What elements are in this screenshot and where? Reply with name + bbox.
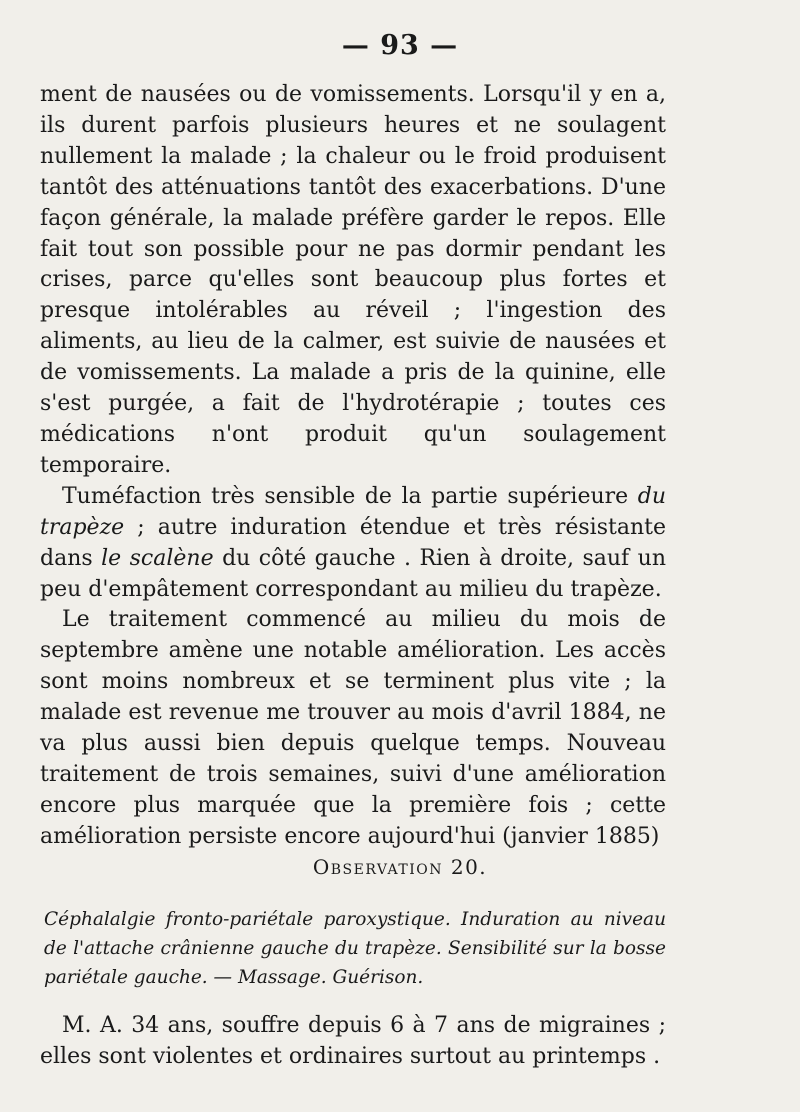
paragraph-1: ment de nausées ou de vomissements. Lorsqu'il y en a, ils durent parfois plusieurs heures et ne soulagent nullement la malade ; la chaleur ou le froid produisent tantôt des atténuations tantôt des exacerbations. D'une façon générale, la malade préfère garder le repos. Elle fait tout son possible pour ne pas dormir pendant les crises, parce qu'elles sont beaucoup plus fortes et presque intolérables au réveil ; l'ingestion des aliments, au lieu de la calmer, est suivie de nausées et de vomissements. La malade a pris de la quinine, elle s'est purgée, a fait de l'hydrotérapie ; toutes ces médications n'ont produit qu'un soulagement temporaire. [40,82,666,478]
body-text [40,80,666,853]
paragraph-2 [40,482,666,606]
paragraph-2-end: du côté gauche . Rien à droite, sauf un peu d'empâtement correspondant au milieu du trapèze. [40,545,667,602]
paragraph-4: M. A. 34 ans, souffre depuis 6 à 7 ans de migraines ; elles sont violentes et ordinaires surtout au printemps . [40,1013,666,1069]
page-number: — 93 — [341,30,459,61]
final-text [40,1011,666,1072]
paragraph-2-start: Tuméfaction très sensible de la partie supérieure [62,483,638,509]
paragraph-2-emphasis-scalene: le scalène [101,545,214,571]
observation-summary: Céphalalgie fronto-pariétale paroxystique. Induration au niveau de l'attache crânienne gauche du trapèze. Sensibilité sur la bosse pariétale gauche. — Massage. Guérison. [44,909,666,988]
observation-heading: Observation 20. [312,855,488,879]
paragraph-3: Le traitement commencé au milieu du mois de septembre amène une notable amélioration. Les accès sont moins nombreux et se terminent plus vite ; la malade est revenue me trouver au mois d'avril 1884, ne va plus aussi bien depuis quelque temps. Nouveau traitement de trois semaines, suivi d'une amélioration encore plus marquée que la première fois ; cette amélioration persiste encore aujourd'hui (janvier 1885) [40,607,666,849]
paragraph-2-middle: ; autre induration étendue et très résistante dans [40,514,666,571]
paragraph-2-emphasis-trapeze: du trapèze [40,483,666,540]
